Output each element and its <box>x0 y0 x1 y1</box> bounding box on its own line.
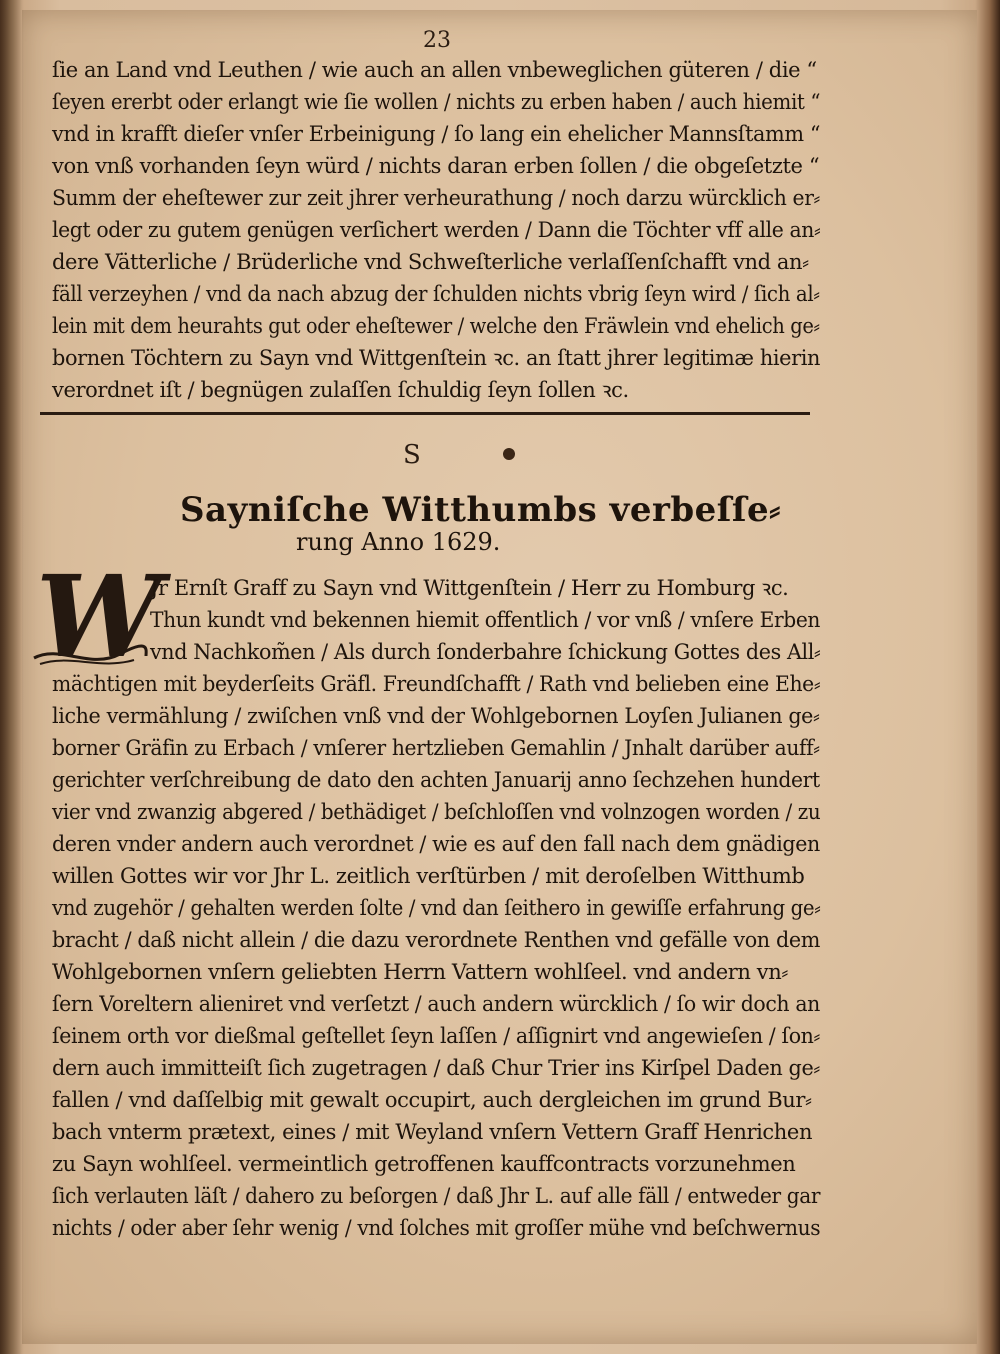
text-line: bornen Töchtern zu Sayn vnd Wittgenſtein ꝛc. an ſtatt jhrer legitimæ hierin <box>52 346 821 370</box>
text-line: Jr Ernſt Graff zu Sayn vnd Wittgenſtein / Herr zu Homburg ꝛc. <box>150 576 789 600</box>
text-line: vier vnd zwanzig abgered / bethädiget / beſchloſſen vnd volnzogen worden / zu <box>52 800 821 824</box>
text-line: fallen / vnd daſſelbig mit gewalt occupirt, auch dergleichen im grund Bur⸗ <box>52 1088 812 1112</box>
text-line: dern auch immitteiſt ſich zugetragen / daß Chur Trier ins Kirſpel Daden ge⸗ <box>52 1056 820 1080</box>
text-line: willen Gottes wir vor Jhr L. zeitlich verſtürben / mit deroſelben Witthumb <box>52 864 805 888</box>
text-line: ſeyen ererbt oder erlangt wie ſie wollen / nichts zu erben haben / auch hiemit “ <box>52 90 821 114</box>
text-line: dere Vätterliche / Brüderliche vnd Schweſterliche verlaſſenſchafft vnd an⸗ <box>52 250 809 274</box>
dot-ornament <box>503 448 515 460</box>
text-line: ſern Voreltern alieniret vnd verſetzt / auch andern würcklich / ſo wir doch an <box>52 992 820 1016</box>
section-heading: Sayniſche Witthumbs verbeſſe⸗ <box>180 490 781 530</box>
initial-flourish <box>30 640 150 670</box>
text-line: vnd zugehör / gehalten werden ſolte / vnd dan ſeithero in gewiſſe erfahrung ge⸗ <box>52 896 821 920</box>
text-line: verordnet iſt / begnügen zulaſſen ſchuldig ſeyn ſollen ꝛc. <box>52 378 629 402</box>
text-line: bach vnterm prætext, eines / mit Weyland vnſern Vettern Graff Henrichen <box>52 1120 813 1144</box>
text-line: borner Gräfin zu Erbach / vnſerer hertzlieben Gemahlin / Jnhalt darüber auff⸗ <box>52 736 820 760</box>
text-line: Summ der eheſtewer zur zeit jhrer verheurathung / noch darzu würcklich er⸗ <box>52 186 820 210</box>
page-number: 23 <box>423 28 451 53</box>
text-line: gerichter verſchreibung de dato den achten Januarij anno ſechzehen hundert <box>52 768 820 792</box>
text-line: mächtigen mit beyderſeits Gräfl. Freundſchafft / Rath vnd belieben eine Ehe⸗ <box>52 672 821 696</box>
text-line: lein mit dem heurahts gut oder eheſtewer / welche den Fräwlein vnd ehelich ge⸗ <box>52 314 820 338</box>
text-line: zu Sayn wohlſeel. vermeintlich getroffenen kauffcontracts vorzunehmen <box>52 1152 796 1176</box>
text-line: liche vermählung / zwiſchen vnß vnd der Wohlgebornen Loyſen Julianen ge⸗ <box>52 704 820 728</box>
text-line: ſeinem orth vor dießmal geſtellet ſeyn laſſen / aſſignirt vnd angewieſen / ſon⸗ <box>52 1024 820 1048</box>
text-line: Thun kundt vnd bekennen hiemit offentlich / vor vnß / vnſere Erben <box>150 608 821 632</box>
binding-shadow <box>0 0 24 1354</box>
section-heading-continued: rung Anno 1629. <box>296 528 501 556</box>
text-line: deren vnder andern auch verordnet / wie es auf den fall nach dem gnädigen <box>52 832 820 856</box>
horizontal-rule <box>40 412 810 415</box>
text-line: vnd in krafft dieſer vnſer Erbeinigung / ſo lang ein ehelicher Mannsſtamm “ <box>52 122 821 146</box>
drop-cap-initial: W <box>36 552 162 683</box>
text-line: nichts / oder aber ſehr wenig / vnd ſolches mit groſſer mühe vnd beſchwernus <box>52 1216 821 1240</box>
text-line: legt oder zu gutem genügen verſichert werden / Dann die Töchter vff alle an⸗ <box>52 218 821 242</box>
text-line: ſie an Land vnd Leuthen / wie auch an allen vnbeweglichen güteren / die “ <box>52 58 817 82</box>
text-line: bracht / daß nicht allein / die dazu verordnete Renthen vnd gefälle von dem <box>52 928 820 952</box>
text-line: Wohlgebornen vnſern geliebten Herrn Vattern wohlſeel. vnd andern vn⸗ <box>52 960 788 984</box>
text-line: ſich verlauten läſt / dahero zu beſorgen / daß Jhr L. auf alle fäll / entweder gar <box>52 1184 821 1208</box>
section-mark: S <box>403 440 421 470</box>
text-line: fäll verzeyhen / vnd da nach abzug der ſchulden nichts vbrig ſeyn wird / ſich al⸗ <box>52 282 820 306</box>
text-line: von vnß vorhanden ſeyn würd / nichts daran erben ſollen / die obgeſetzte “ <box>52 154 820 178</box>
text-line: vnd Nachkom̃en / Als durch ſonderbahre ſchickung Gottes des All⸗ <box>150 640 821 664</box>
